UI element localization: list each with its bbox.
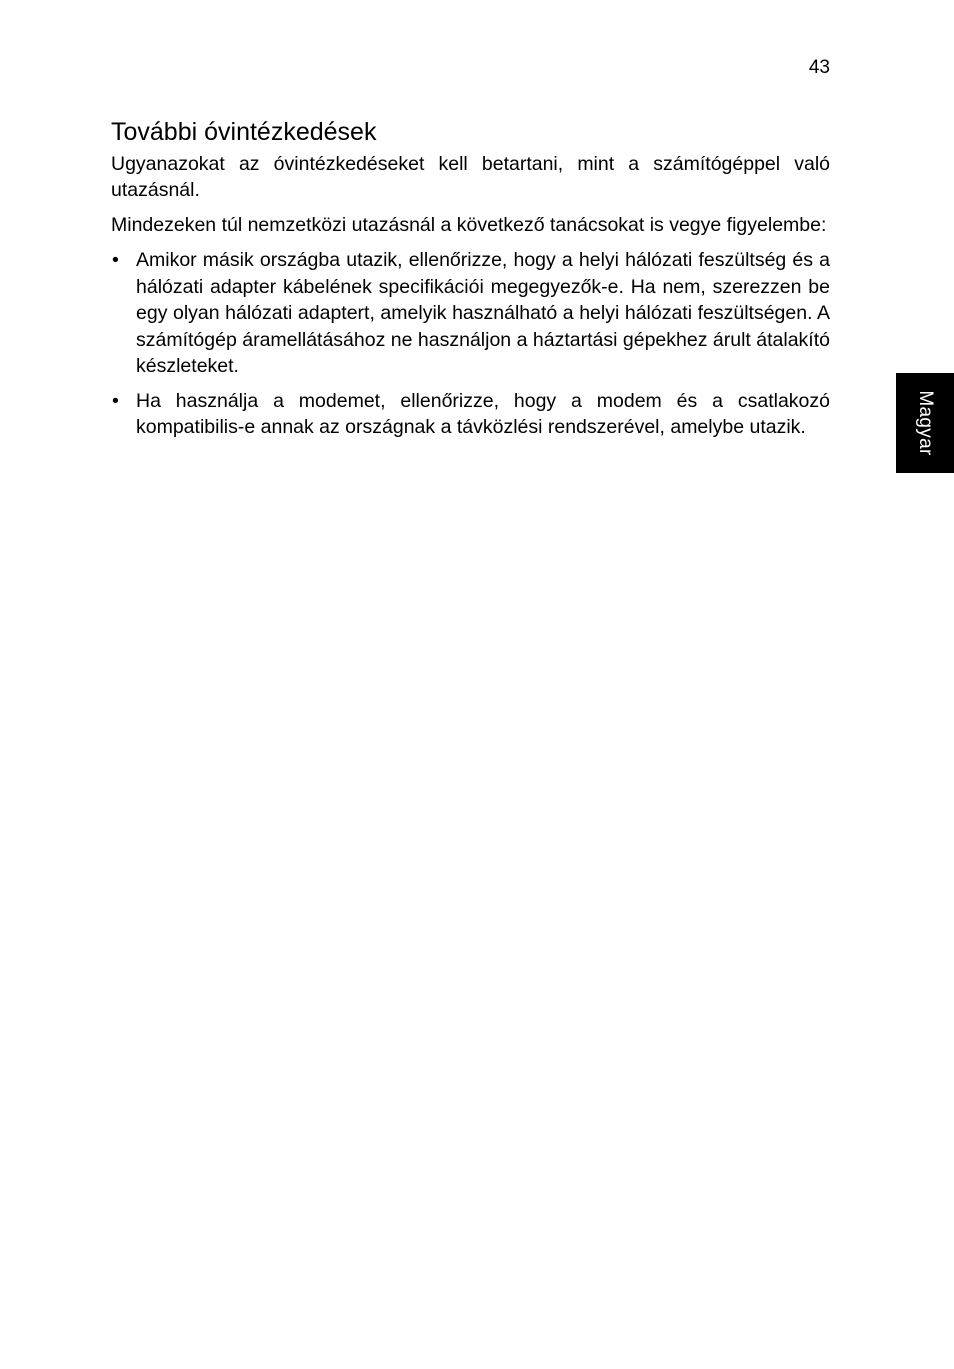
- list-item-text: Ha használja a modemet, ellenőrizze, hogy a modem és a csatlakozó kompatibilis-e annak az országnak a távközlési rendszerével, amelybe utazik.: [136, 389, 830, 438]
- language-side-tab: [896, 373, 954, 473]
- section-heading: További óvintézkedések: [111, 118, 377, 146]
- document-content: [111, 116, 830, 449]
- list-item: [111, 247, 830, 380]
- list-item-text: Amikor másik országba utazik, ellenőrizze, hogy a helyi hálózati feszültség és a hálózati adapter kábelének specifikációi megegyezők-e. Ha nem, szerezzen be egy olyan hálózati adaptert, amelyik használható a helyi hálózati feszültségen. A számítógép áramellátásához ne használjon a háztartási gépekhez árult átalakító készleteket.: [136, 249, 830, 377]
- page-number: 43: [808, 57, 830, 78]
- advice-list: [111, 247, 830, 441]
- language-tab-label: Magyar: [915, 390, 936, 456]
- intro-paragraph: Ugyanazokat az óvintézkedéseket kell betartani, mint a számítógéppel való utazásnál.: [111, 153, 830, 201]
- list-item: [111, 388, 830, 441]
- travel-advice-paragraph: Mindezeken túl nemzetközi utazásnál a következő tanácsokat is vegye figyelembe:: [111, 214, 827, 236]
- bullet-icon: •: [112, 389, 119, 412]
- bullet-icon: •: [112, 249, 119, 271]
